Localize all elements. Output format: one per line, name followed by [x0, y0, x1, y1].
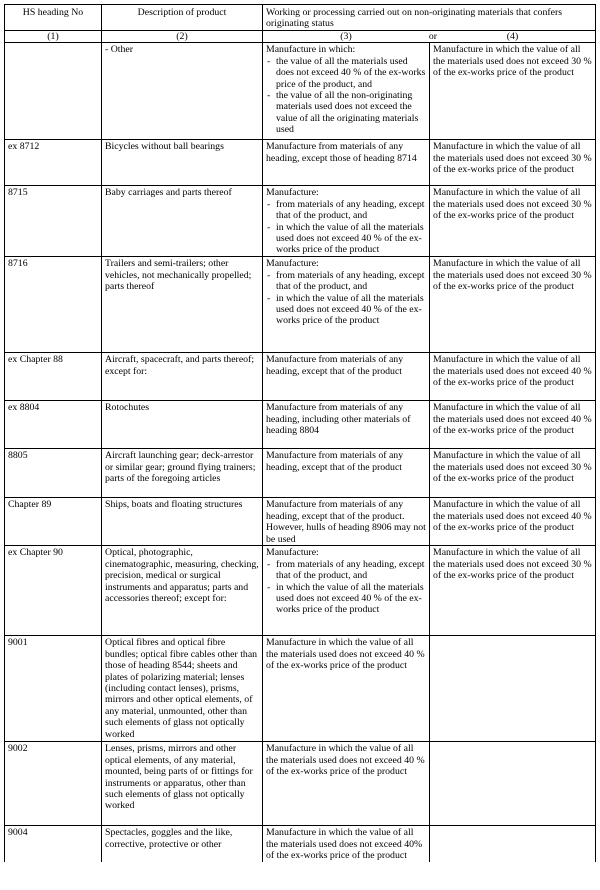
table-row	[5, 546, 596, 636]
col3-intro: Manufacture in which:	[266, 44, 356, 56]
table-row	[5, 140, 596, 186]
column-header-description: Description of product	[102, 5, 263, 31]
working-col3-cell	[263, 546, 430, 636]
description-cell: Spectacles, goggles and the like, corrective, protective or other	[102, 826, 263, 862]
working-col4-cell: Manufacture in which the value of all the materials used does not exceed 30 % of the ex-works price of the product	[430, 257, 596, 353]
working-col4-cell	[430, 826, 596, 862]
working-col3-cell	[263, 257, 430, 353]
col3-intro: Manufacture in which the value of all the materials used does not exceed 40% of the ex-works price of the product	[266, 827, 423, 862]
col3-condition-list	[266, 199, 426, 256]
description-cell: Rotochutes	[102, 401, 263, 449]
working-col3-cell	[263, 353, 430, 401]
column-number-1: (1)	[5, 31, 102, 43]
table-row	[5, 636, 596, 742]
col3-condition-list	[266, 559, 426, 616]
working-col4-cell: Manufacture in which the value of all the materials used does not exceed 30 % of the ex-works price of the product	[430, 546, 596, 636]
col3-intro: Manufacture:	[266, 547, 319, 559]
working-col3-cell	[263, 498, 430, 546]
working-col4-cell: Manufacture in which the value of all the materials used does not exceed 30 % of the ex-works price of the product	[430, 43, 596, 140]
column-number-3: (3)	[340, 31, 352, 42]
description-cell: Aircraft launching gear; deck-arrestor or similar gear; ground flying trainers; parts of the foregoing articles	[102, 449, 263, 498]
description-cell: Bicycles without ball bearings	[102, 140, 263, 186]
col3-condition-item: - from materials of any heading, except that of the product, and	[266, 199, 426, 222]
description-cell: Aircraft, spacecraft, and parts thereof; except for:	[102, 353, 263, 401]
col3-condition-list	[266, 56, 426, 136]
rules-table	[4, 4, 596, 862]
col3-intro: Manufacture from materials of any heading, except that of the product	[266, 450, 404, 473]
hs-heading-cell: Chapter 89	[5, 498, 102, 546]
hs-heading-cell: 9001	[5, 636, 102, 742]
col3-condition-item: - from materials of any heading, except that of the product, and	[266, 270, 426, 293]
working-col3-cell	[263, 186, 430, 257]
table-row	[5, 353, 596, 401]
working-col4-cell: Manufacture in which the value of all the materials used does not exceed 30 % of the ex-works price of the product	[430, 140, 596, 186]
working-col3-cell	[263, 742, 430, 826]
col3-intro: Manufacture from materials of any heading, including other materials of heading 8804	[266, 402, 411, 437]
hs-heading-cell	[5, 43, 102, 140]
col3-condition-item: - the value of all the materials used does not exceed 40 % of the ex-works price of the product, and	[266, 56, 426, 90]
hs-heading-cell: 8805	[5, 449, 102, 498]
hs-heading-cell: 8715	[5, 186, 102, 257]
col3-intro: Manufacture:	[266, 258, 319, 270]
table-body	[5, 43, 596, 862]
column-number-4: (4)	[430, 31, 596, 43]
table-row	[5, 498, 596, 546]
working-col3-cell	[263, 43, 430, 140]
col3-condition-item: - the value of all the non-originating materials used does not exceed the value of all the originating materials used	[266, 90, 426, 136]
col3-intro: Manufacture from materials of any heading, except that of the product	[266, 354, 404, 377]
col3-condition-item: - from materials of any heading, except that of the product, and	[266, 559, 426, 582]
hs-heading-cell: 8716	[5, 257, 102, 353]
table-row	[5, 186, 596, 257]
hs-heading-cell: ex 8804	[5, 401, 102, 449]
working-col4-cell: Manufacture in which the value of all the materials used does not exceed 30 % of the ex-works price of the product	[430, 186, 596, 257]
column-header-working-processing: Working or processing carried out on non-originating materials that confers originating status	[263, 5, 596, 31]
table-row	[5, 742, 596, 826]
col3-intro: Manufacture in which the value of all the materials used does not exceed 40 % of the ex-works price of the product	[266, 637, 425, 672]
description-cell: Baby carriages and parts thereof	[102, 186, 263, 257]
working-col3-cell	[263, 826, 430, 862]
table-row	[5, 826, 596, 862]
working-col4-cell: Manufacture in which the value of all the materials used does not exceed 30 % of the ex-works price of the product	[430, 449, 596, 498]
working-col3-cell	[263, 449, 430, 498]
column-number-2: (2)	[102, 31, 263, 43]
col3-condition-item: - in which the value of all the materials used does not exceed 40 % of the ex-works price of the product	[266, 222, 426, 256]
col3-intro: Manufacture in which the value of all the materials used does not exceed 40 % of the ex-works price of the product	[266, 743, 425, 778]
table-row	[5, 401, 596, 449]
working-col3-cell	[263, 636, 430, 742]
column-header-hs-heading: HS heading No	[5, 5, 102, 31]
description-cell: - Other	[102, 43, 263, 140]
description-cell: Optical, photographic, cinematographic, measuring, checking, precision, medical or surgical instruments and apparatus; parts and accessories thereof; except for:	[102, 546, 263, 636]
table-row	[5, 257, 596, 353]
col3-condition-list	[266, 270, 426, 327]
description-cell: Lenses, prisms, mirrors and other optical elements, of any material, mounted, being parts of or fittings for instruments or apparatus, other than such elements of glass not optically worked	[102, 742, 263, 826]
hs-heading-cell: 9004	[5, 826, 102, 862]
working-col3-cell	[263, 140, 430, 186]
table-row	[5, 43, 596, 140]
working-col4-cell: Manufacture in which the value of all the materials used does not exceed 40 % of the ex-works price of the product	[430, 353, 596, 401]
working-col4-cell: Manufacture in which the value of all the materials used does not exceed 40 % of the ex-works price of the product	[430, 498, 596, 546]
working-col3-cell	[263, 401, 430, 449]
rules-of-origin-page	[4, 4, 595, 862]
col3-intro: Manufacture:	[266, 187, 319, 199]
working-col4-cell: Manufacture in which the value of all the materials used does not exceed 40 % of the ex-works price of the product	[430, 401, 596, 449]
working-col4-cell	[430, 636, 596, 742]
description-cell: Ships, boats and floating structures	[102, 498, 263, 546]
hs-heading-cell: 9002	[5, 742, 102, 826]
col3-intro: Manufacture from materials of any heading, except that of the product. However, hulls of heading 8906 may not be used	[266, 499, 426, 545]
column-number-3-cell	[263, 31, 437, 43]
working-col4-cell	[430, 742, 596, 826]
or-label: or	[428, 31, 437, 42]
hs-heading-cell: ex Chapter 88	[5, 353, 102, 401]
hs-heading-cell: ex Chapter 90	[5, 546, 102, 636]
description-cell: Optical fibres and optical fibre bundles; optical fibre cables other than those of heading 8544; sheets and plates of polarizing material; lenses (including contact lenses), prisms, mirrors and other optical elements, of any material, unmounted, other than such elements of glass not optically worked	[102, 636, 263, 742]
col3-intro: Manufacture from materials of any heading, except those of heading 8714	[266, 141, 417, 164]
col3-condition-item: - in which the value of all the materials used does not exceed 40 % of the ex-works price of the product	[266, 293, 426, 327]
col3-condition-item: - in which the value of all the materials used does not exceed 40 % of the ex-works price of the product	[266, 582, 426, 616]
description-cell: Trailers and semi-trailers; other vehicles, not mechanically propelled; parts thereof	[102, 257, 263, 353]
hs-heading-cell: ex 8712	[5, 140, 102, 186]
table-row	[5, 449, 596, 498]
